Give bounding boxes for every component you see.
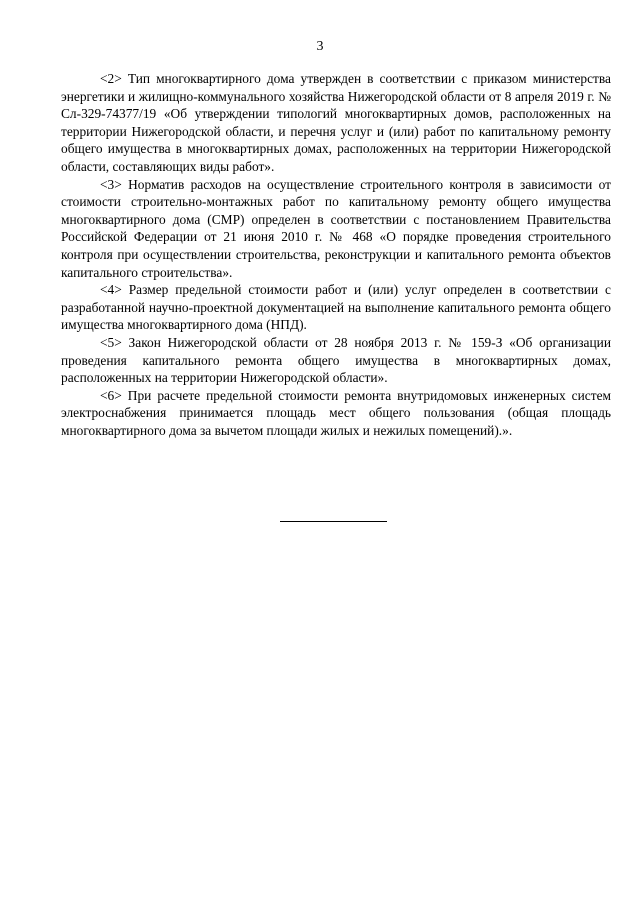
footnote-5: <5> Закон Нижегородской области от 28 ноября 2013 г. № 159-З «Об организации проведения капитального ремонта общего имущества в многоквартирных домах, расположенных на территории Нижегородской области». <box>61 334 611 386</box>
footnote-6: <6> При расчете предельной стоимости ремонта внутридомовых инженерных систем электроснабжения принимается площадь мест общего пользования (общая площадь многоквартирного дома за вычетом площади жилых и нежилых помещений).». <box>61 387 611 438</box>
footnote-4: <4> Размер предельной стоимости работ и (или) услуг определен в соответствии с разработанной научно-проектной документацией на выполнение капитального ремонта общего имущества многоквартирного дома (НПД). <box>61 282 611 333</box>
footnote-3: <3> Норматив расходов на осуществление строительного контроля в зависимости от стоимости строительно-монтажных работ по капитальному ремонту общего имущества многоквартирного дома (СМР) определен в соответствии с постановлением Правительства Российской Федерации от 21 июня 2010 г. № 468 «О порядке проведения строительного контроля при осуществлении строительства, реконструкции и капитального ремонта объектов капитального строительства». <box>61 176 611 280</box>
page-number: 3 <box>316 39 324 54</box>
footnotes-section <box>61 70 611 439</box>
end-separator-line <box>280 521 387 522</box>
footnote-2: <2> Тип многоквартирного дома утвержден в соответствии с приказом министерства энергетики и жилищно-коммунального хозяйства Нижегородской области от 8 апреля 2019 г. № Сл-329-74377/19 «Об утверждении типологий многоквартирных домов, расположенных на территории Нижегородской области, и перечня услуг и (или) работ по капитальному ремонту общего имущества в многоквартирных домах, расположенных на территории Нижегородской области, составляющих виды работ». <box>61 71 611 174</box>
